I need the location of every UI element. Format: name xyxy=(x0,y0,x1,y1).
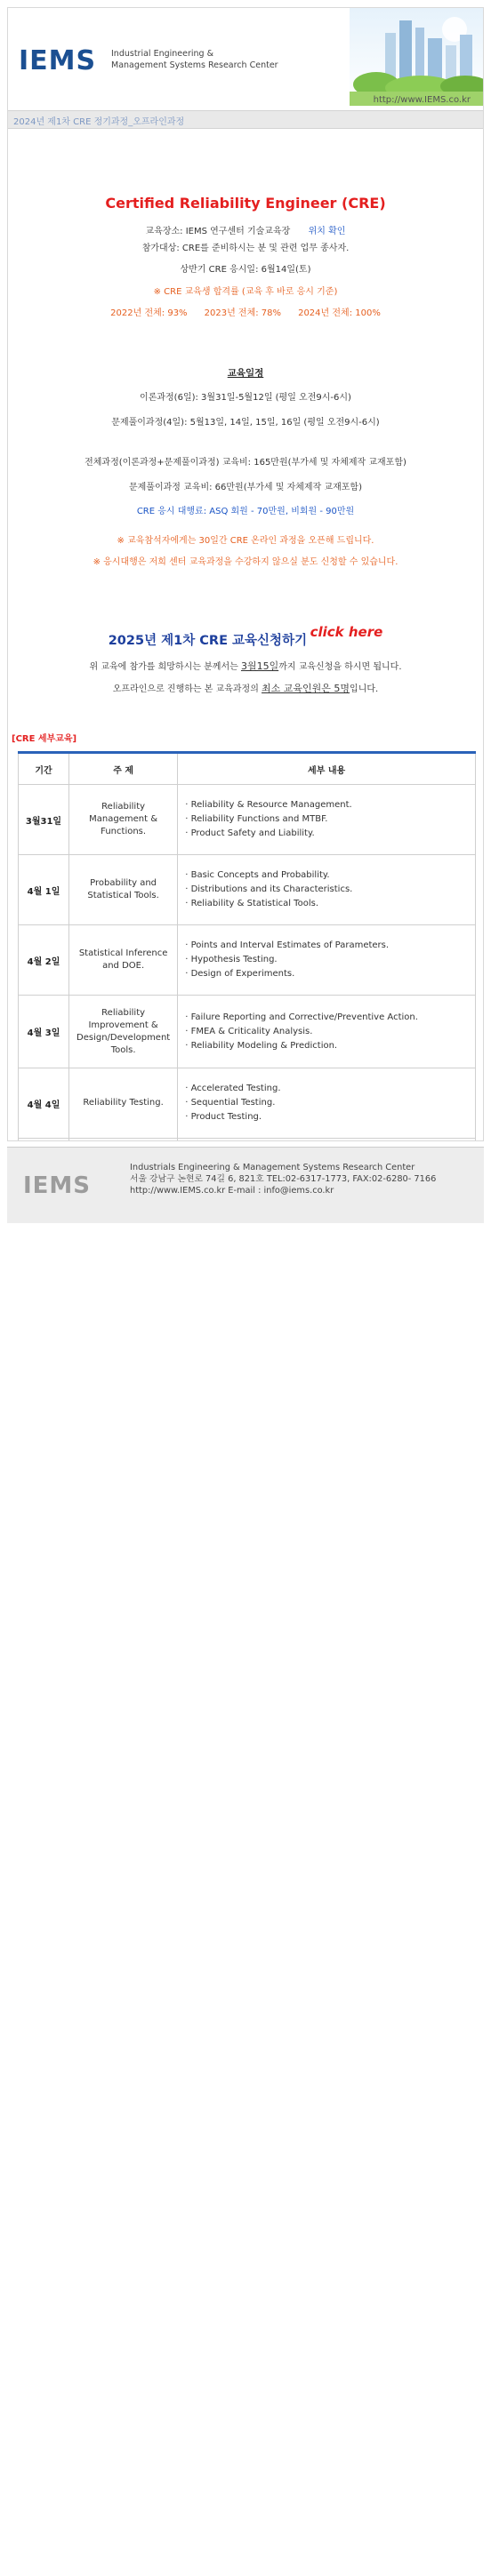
location-link[interactable]: 위치 확인 xyxy=(308,227,346,236)
org-name xyxy=(111,48,278,71)
course-detail-table xyxy=(18,751,476,1141)
fee-practice-course: 문제풀이과정 교육비: 66만원(부가세 및 자체제작 교재포함) xyxy=(129,483,362,492)
row-topic: Statistical Inference and DOE. xyxy=(69,925,178,996)
detail-text: Product Safety and Liability. xyxy=(190,828,315,838)
location-line xyxy=(8,227,483,237)
footer xyxy=(7,1147,484,1223)
row-date: 4월 3일 xyxy=(19,996,69,1068)
org-name-line2: Management Systems Research Center xyxy=(111,60,278,70)
row-date: 4월 4일 xyxy=(19,1068,69,1139)
detail-text: FMEA & Criticality Analysis. xyxy=(190,1026,313,1036)
footer-org-name: Industrials Engineering & Management Systems Research Center xyxy=(130,1163,415,1172)
course-title: Certified Reliability Engineer (CRE) xyxy=(105,195,386,212)
pass-rates: 2022년 전체: 93% 2023년 전체: 78% 2024년 전체: 100% xyxy=(110,308,381,318)
detail-text: Sequential Testing. xyxy=(190,1098,276,1108)
row-details xyxy=(178,1139,476,1142)
bullet-icon: · xyxy=(185,800,191,810)
footer-address: 서울 강남구 논현로 74길 6, 821호 TEL:02-6317-1773, FAX:02-6280- 7166 xyxy=(130,1174,437,1184)
iems-logo[interactable]: IEMS xyxy=(19,45,97,76)
bullet-icon: · xyxy=(185,1112,191,1122)
header-topic: 주 제 xyxy=(69,753,178,785)
minimum-text-end: 입니다. xyxy=(350,684,379,694)
table-section-label: [CRE 세부교육] xyxy=(12,734,77,744)
row-details xyxy=(178,925,476,996)
location-label: 교육장소: IEMS 연구센터 기술교육장 xyxy=(145,227,291,236)
bullet-icon: · xyxy=(185,1084,191,1093)
detail-item xyxy=(185,1110,475,1124)
detail-text: Product Testing. xyxy=(190,1112,262,1122)
pass-rate-note: ※ CRE 교육생 합격률 (교육 후 바로 응시 기준) xyxy=(153,287,338,297)
deadline-text-end: 까지 교육신청을 하시면 됩니다. xyxy=(278,662,402,672)
detail-item xyxy=(185,967,475,981)
row-topic: Reliability Management & Functions. xyxy=(69,785,178,855)
minimum-count: 최소 교육인원은 5명 xyxy=(262,683,350,694)
detail-item xyxy=(185,1011,475,1025)
notice-exam-proxy: ※ 응시대행은 저희 센터 교육과정을 수강하지 않으실 분도 신청할 수 있습니다. xyxy=(93,557,398,567)
schedule-heading: 교육일정 xyxy=(227,368,264,379)
table-row xyxy=(19,1139,476,1142)
registration-deadline xyxy=(8,661,483,673)
bullet-icon: · xyxy=(185,814,191,824)
row-date: 3월31일 xyxy=(19,785,69,855)
detail-item xyxy=(185,812,475,827)
bullet-icon: · xyxy=(185,940,191,950)
header-details: 세부 내용 xyxy=(178,753,476,785)
detail-text: Reliability Functions and MTBF. xyxy=(190,814,328,824)
detail-item xyxy=(185,868,475,883)
table-row xyxy=(19,925,476,996)
website-url[interactable]: http://www.IEMS.co.kr xyxy=(373,95,471,105)
row-topic: Probability and Statistical Tools. xyxy=(69,855,178,925)
row-date: 4월 1일 xyxy=(19,855,69,925)
row-details xyxy=(178,855,476,925)
detail-text: Accelerated Testing. xyxy=(190,1084,281,1093)
detail-text: Reliability & Statistical Tools. xyxy=(190,899,318,908)
header xyxy=(8,8,483,110)
course-info xyxy=(8,195,483,695)
notice-online-course: ※ 교육참석자에게는 30일간 CRE 온라인 과정을 오픈해 드립니다. xyxy=(117,536,374,546)
bullet-icon: · xyxy=(185,828,191,838)
bullet-icon: · xyxy=(185,884,191,894)
breadcrumb: 2024년 제1차 CRE 정기과정_오프라인과정 xyxy=(8,110,483,129)
bullet-icon: · xyxy=(185,1026,191,1036)
detail-item xyxy=(185,953,475,967)
exam-date: 상반기 CRE 응시일: 6월14일(토) xyxy=(180,265,311,275)
bullet-icon: · xyxy=(185,969,191,979)
fee-full-course: 전체과정(이론과정+문제풀이과정) 교육비: 165만원(부가세 및 자체제작 교재포함) xyxy=(85,458,406,468)
detail-text: Design of Experiments. xyxy=(190,969,295,979)
footer-logo: IEMS xyxy=(23,1172,92,1199)
table-row xyxy=(19,855,476,925)
detail-item xyxy=(185,883,475,897)
bullet-icon: · xyxy=(185,1098,191,1108)
bullet-icon: · xyxy=(185,870,191,880)
detail-item xyxy=(185,1082,475,1096)
deadline-date: 3월15일 xyxy=(240,660,279,672)
detail-text: Hypothesis Testing. xyxy=(190,955,278,964)
table-row xyxy=(19,1068,476,1139)
table-row xyxy=(19,996,476,1068)
detail-item xyxy=(185,798,475,812)
city-skyline-illustration xyxy=(350,8,483,106)
bullet-icon: · xyxy=(185,955,191,964)
email-container xyxy=(7,7,484,1141)
org-name-line1: Industrial Engineering & xyxy=(111,49,214,59)
row-topic: Reliability Improvement & Design/Development Tools. xyxy=(69,996,178,1068)
detail-text: Reliability Modeling & Prediction. xyxy=(190,1040,338,1051)
deadline-text: 위 교육에 참가를 희망하시는 분께서는 xyxy=(89,662,241,672)
detail-text: Distributions and its Characteristics. xyxy=(190,884,353,894)
detail-item xyxy=(185,1096,475,1110)
row-details xyxy=(178,996,476,1068)
detail-item xyxy=(185,897,475,911)
fee-exam-proxy: CRE 응시 대행료: ASQ 회원 - 70만원, 비회원 - 90만원 xyxy=(136,507,355,516)
bullet-icon: · xyxy=(185,1040,191,1051)
header-period: 기간 xyxy=(19,753,69,785)
row-topic xyxy=(69,1139,178,1142)
row-date xyxy=(19,1139,69,1142)
detail-text: Points and Interval Estimates of Parameters. xyxy=(190,940,390,950)
detail-text: Reliability & Resource Management. xyxy=(190,800,352,810)
row-topic: Reliability Testing. xyxy=(69,1068,178,1139)
detail-text: Failure Reporting and Corrective/Preventive Action. xyxy=(190,1012,418,1022)
registration-heading xyxy=(8,624,483,649)
schedule-theory: 이론과정(6일): 3월31일-5월12일 (평일 오전9시-6시) xyxy=(140,393,351,403)
detail-item xyxy=(185,939,475,953)
footer-text xyxy=(130,1162,436,1196)
detail-item xyxy=(185,1039,475,1053)
row-details xyxy=(178,785,476,855)
registration-minimum xyxy=(8,684,483,695)
row-details xyxy=(178,1068,476,1139)
target-line: 참가대상: CRE를 준비하시는 분 및 관련 업무 종사자. xyxy=(141,244,350,253)
schedule-practice: 문제풀이과정(4일): 5월13일, 14일, 15일, 16일 (평일 오전9시-6시) xyxy=(111,418,380,428)
minimum-text: 오프라인으로 진행하는 본 교육과정의 xyxy=(112,684,262,694)
footer-contact[interactable]: http://www.IEMS.co.kr E-mail : info@iems.co.kr xyxy=(130,1186,334,1196)
registration-title[interactable]: 2025년 제1차 CRE 교육신청하기 xyxy=(108,634,308,648)
bullet-icon: · xyxy=(185,1012,191,1022)
click-here-link[interactable]: click here xyxy=(310,624,383,640)
detail-item xyxy=(185,1025,475,1039)
table-row xyxy=(19,785,476,855)
row-date: 4월 2일 xyxy=(19,925,69,996)
bullet-icon: · xyxy=(185,899,191,908)
detail-item xyxy=(185,827,475,841)
table-header-row xyxy=(19,753,476,785)
detail-text: Basic Concepts and Probability. xyxy=(190,870,330,880)
